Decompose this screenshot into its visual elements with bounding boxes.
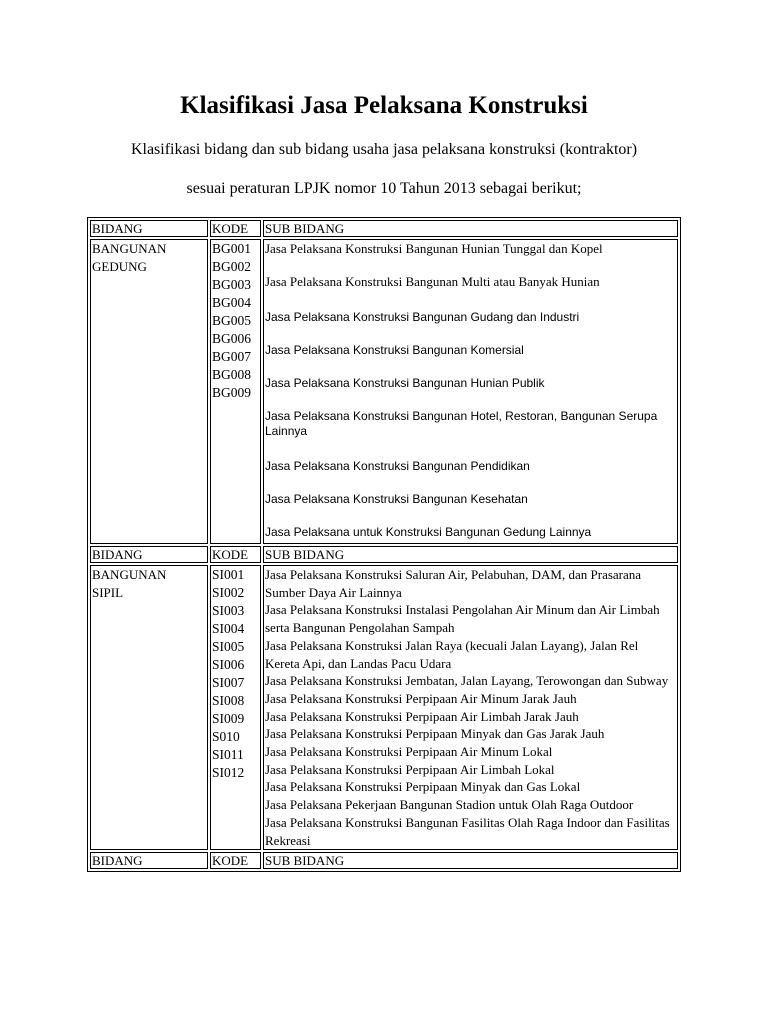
header-kode: KODE — [210, 852, 261, 869]
code-item: BG007 — [212, 349, 252, 364]
bidang-gedung — [90, 239, 208, 544]
code-item: SI006 — [212, 657, 245, 672]
sub-bidang-item: Jasa Pelaksana Konstruksi Bangunan Komersial — [265, 343, 524, 357]
intro-line-2: sesuai peraturan LPJK nomor 10 Tahun 2013 sebagai berikut; — [186, 180, 582, 197]
header-sub-bidang: SUB BIDANG — [263, 546, 678, 563]
code-item: BG001 — [212, 241, 252, 256]
sub-bidang-item: Jasa Pelaksana Konstruksi Perpipaan Air Limbah Lokal — [265, 761, 555, 777]
code-item: SI012 — [212, 765, 245, 780]
sub-bidang-item: Jasa Pelaksana Konstruksi Perpipaan Air Minum Lokal — [265, 744, 553, 760]
kode-sipil — [210, 565, 261, 850]
code-item: SI007 — [212, 675, 245, 690]
code-item: BG008 — [212, 367, 252, 382]
code-item: BG009 — [212, 385, 252, 400]
code-item: BG006 — [212, 331, 252, 346]
code-item: SI009 — [212, 711, 245, 726]
code-item: SI002 — [212, 585, 245, 600]
sub-bidang-item: Jasa Pelaksana Konstruksi Perpipaan Air Minum Jarak Jauh — [265, 690, 577, 706]
bidang-sipil-line2: SIPIL — [92, 585, 124, 600]
page-title: Klasifikasi Jasa Pelaksana Konstruksi — [180, 92, 588, 119]
table-row-sipil — [90, 565, 678, 850]
sub-bidang-item: Jasa Pelaksana Konstruksi Bangunan Hunian Publik — [265, 376, 545, 390]
sub-bidang-item: Jasa Pelaksana Konstruksi Saluran Air, Pelabuhan, DAM, dan Prasarana Sumber Daya Air Lainnya — [265, 567, 642, 600]
sub-bidang-item: Jasa Pelaksana Konstruksi Perpipaan Minyak dan Gas Lokal — [265, 779, 581, 795]
sub-bidang-item: Jasa Pelaksana Konstruksi Jalan Raya (kecuali Jalan Layang), Jalan Rel Kereta Api, dan Landas Pacu Udara — [265, 637, 639, 671]
bidang-gedung-line1: BANGUNAN — [92, 241, 167, 256]
code-item: BG004 — [212, 295, 252, 310]
code-item: BG002 — [212, 259, 252, 274]
header-bidang: BIDANG — [90, 852, 208, 869]
table-header-row — [90, 546, 678, 563]
sub-bidang-item: Jasa Pelaksana Konstruksi Perpipaan Minyak dan Gas Jarak Jauh — [265, 726, 605, 742]
header-bidang: BIDANG — [90, 220, 208, 237]
sub-bidang-item: Jasa Pelaksana untuk Konstruksi Bangunan Gedung Lainnya — [265, 525, 592, 539]
sub-bidang-item: Jasa Pelaksana Konstruksi Bangunan Pendidikan — [265, 459, 530, 473]
kode-gedung — [210, 239, 261, 544]
sub-bidang-item: Jasa Pelaksana Konstruksi Jembatan, Jalan Layang, Terowongan dan Subway — [265, 673, 669, 689]
code-item: SI011 — [212, 747, 244, 762]
header-kode: KODE — [210, 220, 261, 237]
sub-bidang-item: Jasa Pelaksana Konstruksi Bangunan Gudang dan Industri — [265, 310, 580, 324]
classification-table — [87, 217, 681, 872]
sub-bidang-gedung — [263, 239, 678, 544]
code-item: SI008 — [212, 693, 245, 708]
header-kode: KODE — [210, 546, 261, 563]
intro-line-1: Klasifikasi bidang dan sub bidang usaha jasa pelaksana konstruksi (kontraktor) — [130, 141, 638, 158]
code-item: BG003 — [212, 277, 252, 292]
bidang-sipil — [90, 565, 208, 850]
sub-bidang-item: Jasa Pelaksana Konstruksi Bangunan Hunian Tunggal dan Kopel — [265, 241, 603, 256]
sub-bidang-item: Jasa Pelaksana Konstruksi Bangunan Kesehatan — [265, 492, 528, 506]
sub-bidang-item: Jasa Pelaksana Konstruksi Perpipaan Air Limbah Jarak Jauh — [265, 708, 579, 724]
code-item: S010 — [212, 729, 240, 744]
code-item: SI004 — [212, 621, 245, 636]
sub-bidang-item: Jasa Pelaksana Konstruksi Bangunan Hotel, Restoran, Bangunan Serupa Lainnya — [265, 409, 658, 438]
code-item: SI005 — [212, 639, 245, 654]
table-header-row — [90, 852, 678, 869]
table-row-gedung — [90, 239, 678, 544]
header-bidang: BIDANG — [90, 546, 208, 563]
sub-bidang-item: Jasa Pelaksana Konstruksi Bangunan Multi atau Banyak Hunian — [265, 274, 600, 289]
code-item: SI001 — [212, 567, 245, 582]
header-sub-bidang: SUB BIDANG — [263, 852, 678, 869]
sub-bidang-item: Jasa Pelaksana Pekerjaan Bangunan Stadion untuk Olah Raga Outdoor — [265, 797, 634, 813]
code-item: BG005 — [212, 313, 252, 328]
sub-bidang-item: Jasa Pelaksana Konstruksi Instalasi Pengolahan Air Minum dan Air Limbah serta Bangunan Pengolahan Sampah — [265, 602, 660, 636]
code-item: SI003 — [212, 603, 245, 618]
table-header-row — [90, 220, 678, 237]
header-sub-bidang: SUB BIDANG — [263, 220, 678, 237]
bidang-gedung-line2: GEDUNG — [92, 259, 147, 274]
sub-bidang-sipil — [263, 565, 678, 850]
sub-bidang-item: Jasa Pelaksana Konstruksi Bangunan Fasilitas Olah Raga Indoor dan Fasilitas Rekreasi — [265, 814, 670, 848]
bidang-sipil-line1: BANGUNAN — [92, 567, 167, 582]
